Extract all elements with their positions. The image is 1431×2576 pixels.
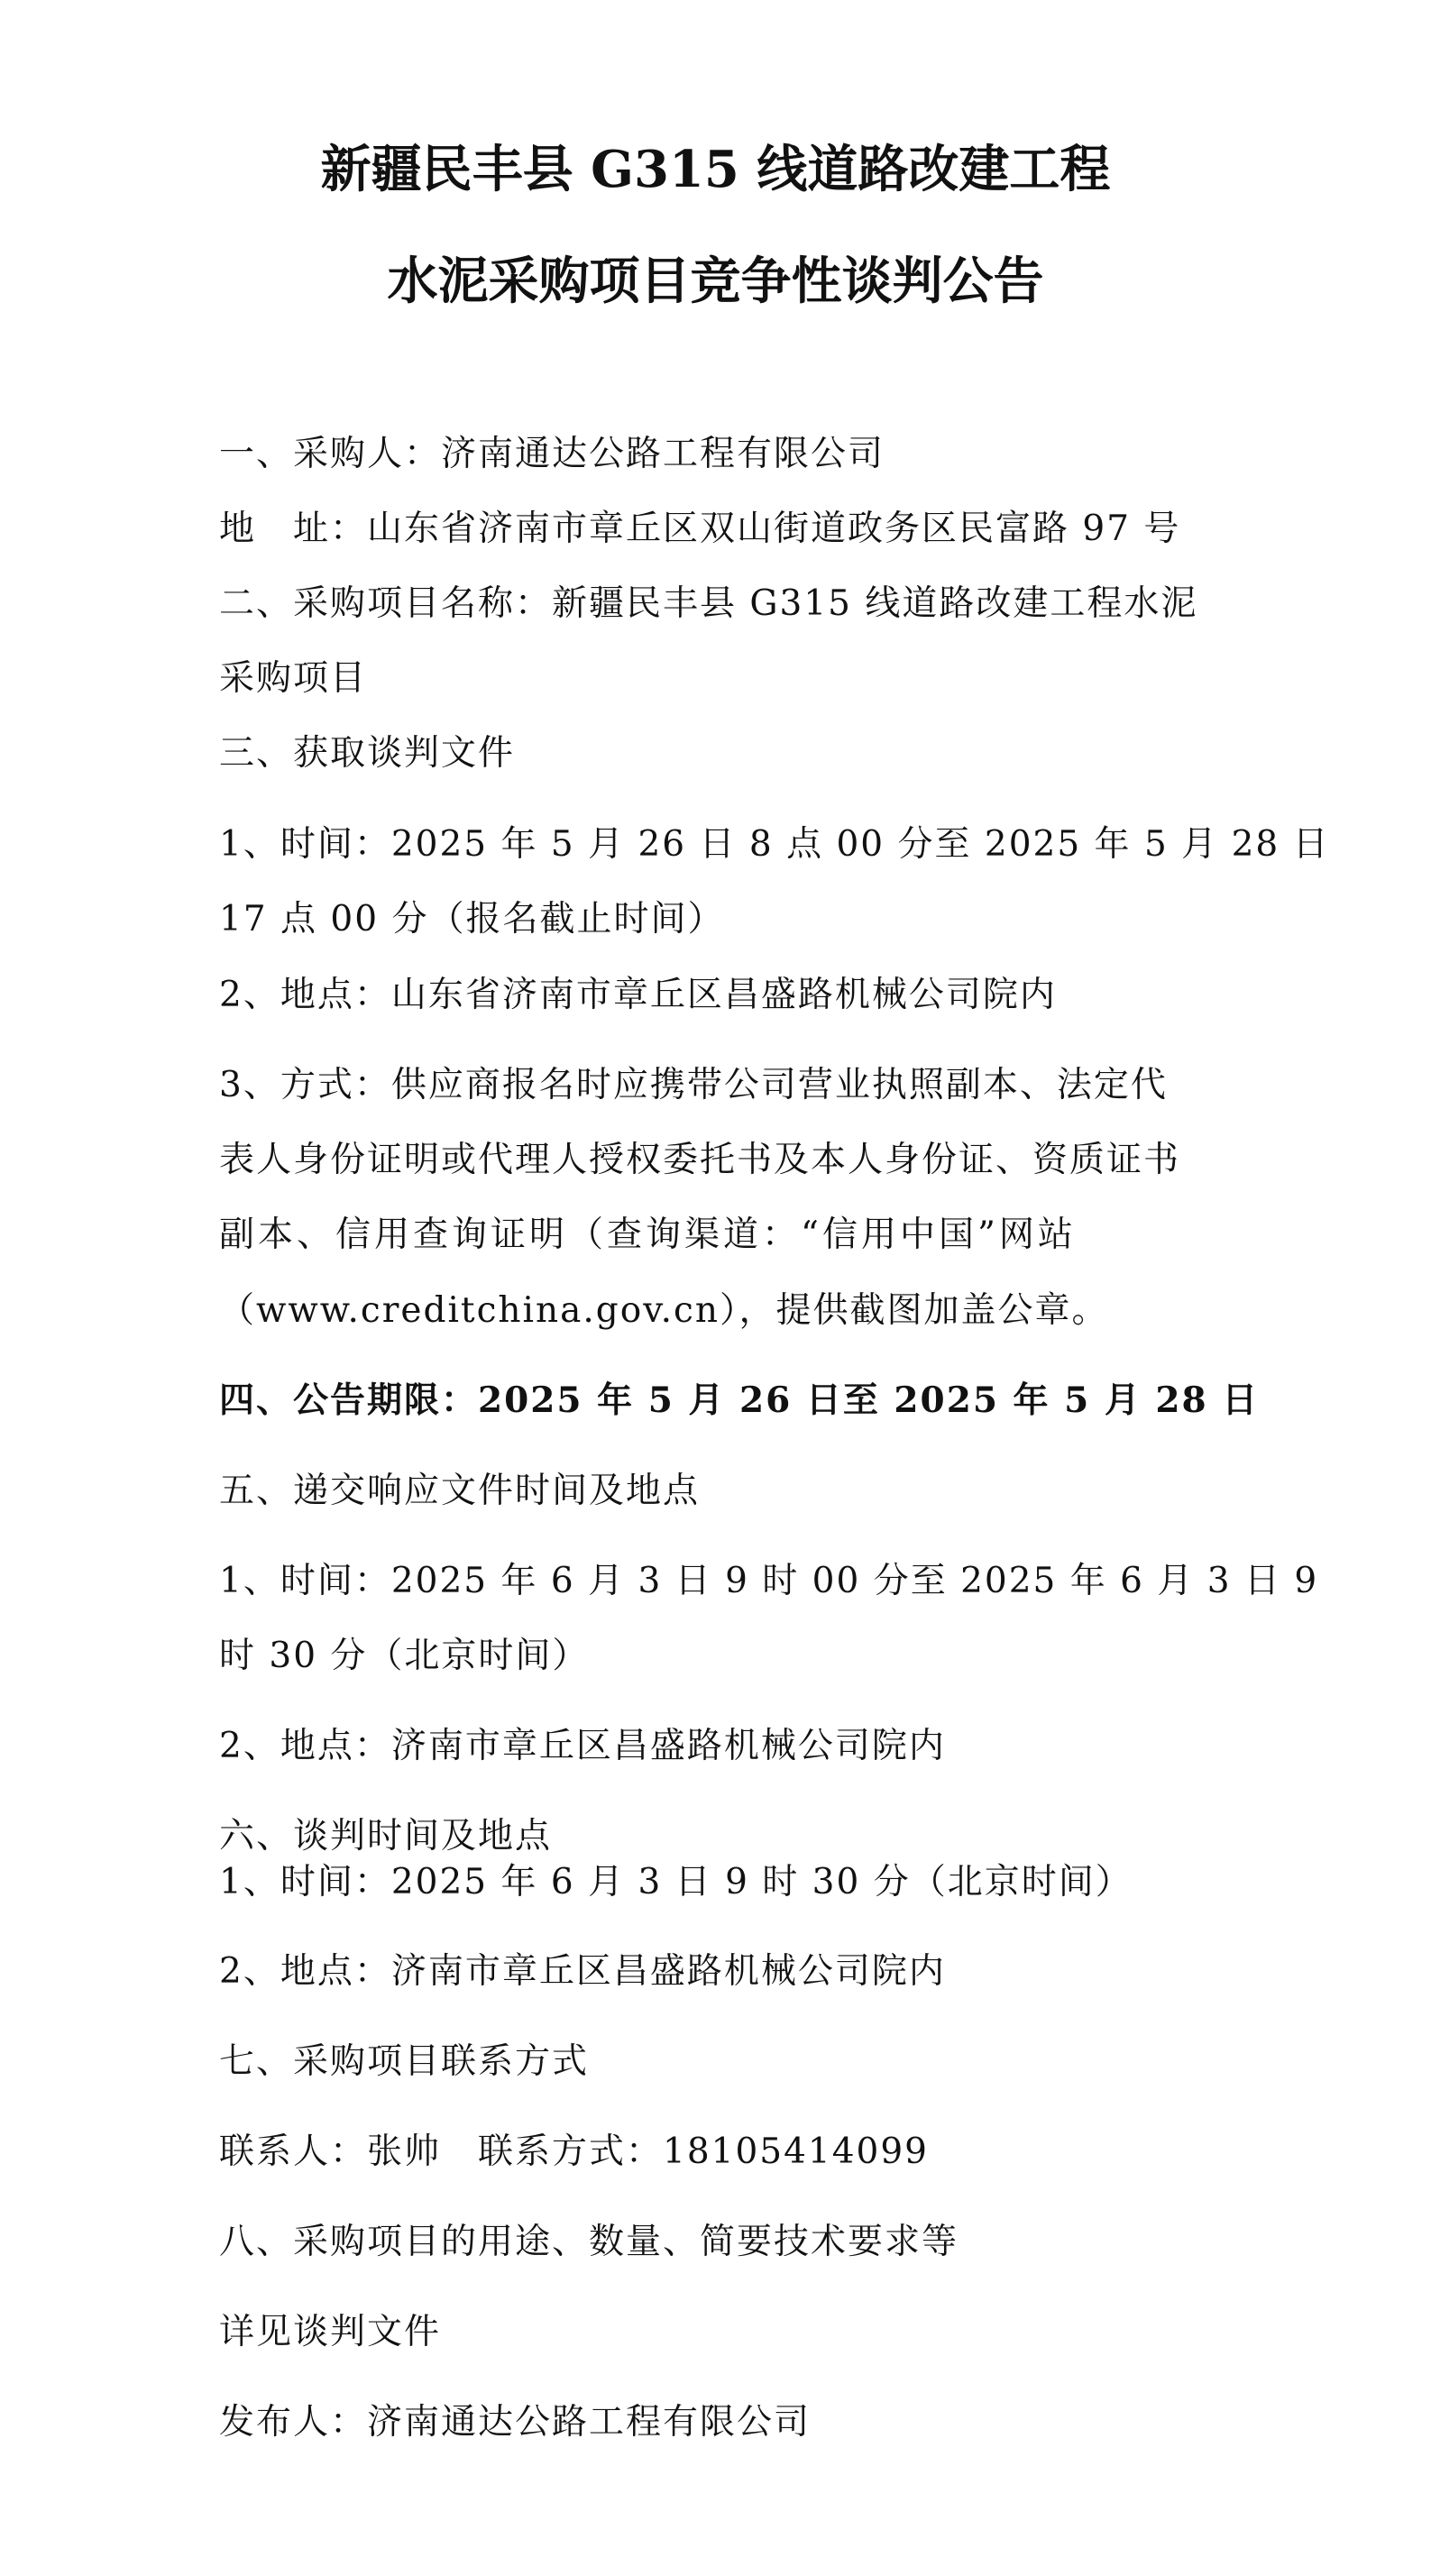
contact-line: 联系人：张帅 联系方式：18105414099 [219,2131,929,2172]
obtain-method-line-4: （www.creditchina.gov.cn），提供截图加盖公章。 [219,1290,1109,1331]
address-line: 地 址：山东省济南市章丘区双山街道政务区民富路 97 号 [219,509,1181,549]
submission-time-line: 1、时间：2025 年 6 月 3 日 9 时 00 分至 2025 年 6 月 3 日 9 [219,1561,1319,1601]
section-heading-requirements: 八、采购项目的用途、数量、简要技术要求等 [219,2222,959,2262]
obtain-time-line: 1、时间：2025 年 5 月 26 日 8 点 00 分至 2025 年 5 月 28 日 [219,824,1330,865]
section-heading-submission: 五、递交响应文件时间及地点 [219,1471,701,1511]
notice-period-line: 四、公告期限：2025 年 5 月 26 日至 2025 年 5 月 28 日 [219,1380,1260,1421]
section-heading-negotiation: 六、谈判时间及地点 [219,1816,553,1856]
obtain-location-line: 2、地点：山东省济南市章丘区昌盛路机械公司院内 [219,975,1057,1015]
section-heading-obtain-documents: 三、获取谈判文件 [219,733,516,774]
project-name-continuation: 采购项目 [219,658,368,699]
document-title-line-1: 新疆民丰县 G315 线道路改建工程 [320,140,1111,199]
document-title-line-2: 水泥采购项目竞争性谈判公告 [387,252,1044,311]
obtain-time-continuation: 17 点 00 分（报名截止时间） [219,899,725,940]
requirements-line: 详见谈判文件 [219,2312,442,2352]
negotiation-location-line: 2、地点：济南市章丘区昌盛路机械公司院内 [219,1951,946,1992]
purchaser-line: 一、采购人：济南通达公路工程有限公司 [219,434,885,474]
obtain-method-line-1: 3、方式：供应商报名时应携带公司营业执照副本、法定代 [219,1065,1168,1105]
publisher-line: 发布人：济南通达公路工程有限公司 [219,2402,812,2443]
submission-time-continuation: 时 30 分（北京时间） [219,1636,590,1676]
project-name-line: 二、采购项目名称：新疆民丰县 G315 线道路改建工程水泥 [219,583,1198,624]
submission-location-line: 2、地点：济南市章丘区昌盛路机械公司院内 [219,1726,946,1766]
section-heading-contact: 七、采购项目联系方式 [219,2041,590,2082]
obtain-method-line-3: 副本、信用查询证明（查询渠道：“信用中国”网站 [219,1215,1077,1255]
negotiation-time-line: 1、时间：2025 年 6 月 3 日 9 时 30 分（北京时间） [219,1862,1133,1902]
obtain-method-line-2: 表人身份证明或代理人授权委托书及本人身份证、资质证书 [219,1140,1181,1180]
